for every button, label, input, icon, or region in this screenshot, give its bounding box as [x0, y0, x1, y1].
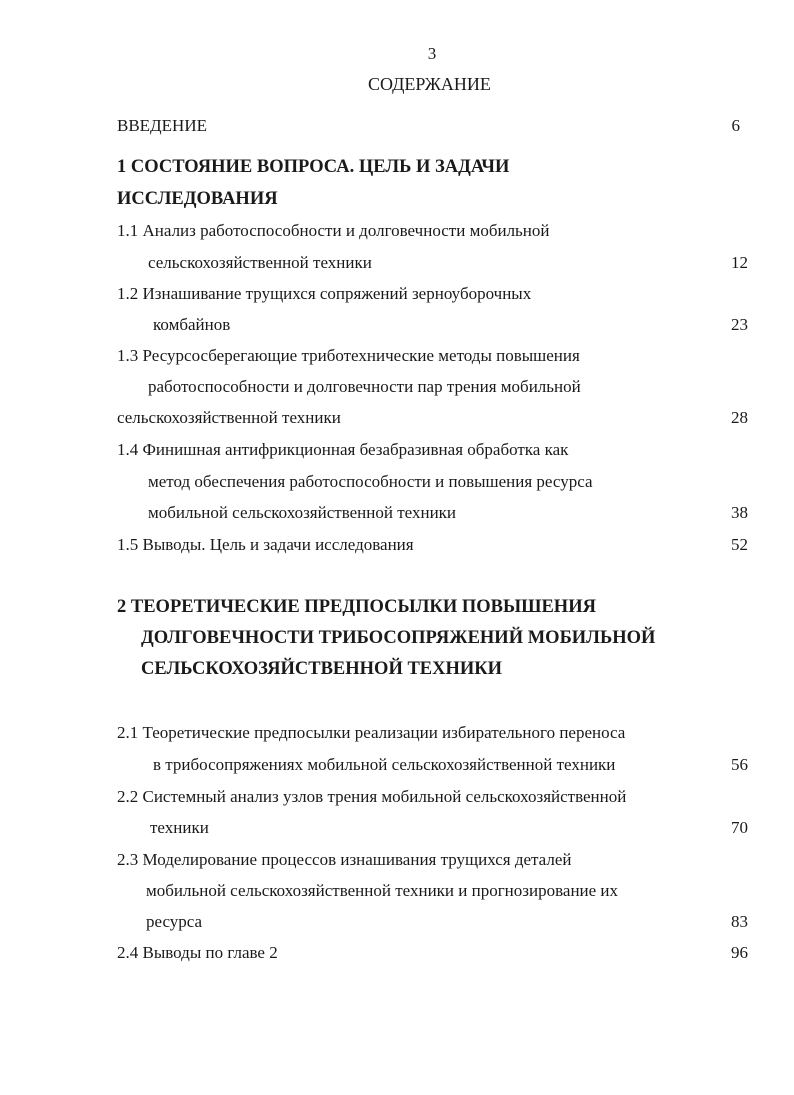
toc-2-3-line1: 2.3 Моделирование процессов изнашивания трущихся деталей	[117, 850, 572, 869]
toc-2-3-line3: ресурса	[146, 912, 203, 931]
toc-1-4-page: 38	[731, 503, 748, 522]
page-title: СОДЕРЖАНИЕ	[368, 74, 491, 94]
chapter-1-heading-line1: 1 СОСТОЯНИЕ ВОПРОСА. ЦЕЛЬ И ЗАДАЧИ	[117, 157, 510, 177]
toc-1-2-page: 23	[731, 315, 748, 334]
toc-intro-page: 6	[731, 116, 740, 135]
toc-intro-label: ВВЕДЕНИЕ	[117, 116, 207, 135]
toc-2-4-line1: 2.4 Выводы по главе 2	[117, 943, 278, 962]
chapter-2-heading-line1: 2 ТЕОРЕТИЧЕСКИЕ ПРЕДПОСЫЛКИ ПОВЫШЕНИЯ	[117, 597, 596, 617]
toc-1-3-line2: работоспособности и долговечности пар трения мобильной	[148, 377, 581, 396]
toc-1-3-line1: 1.3 Ресурсосберегающие триботехнические методы повышения	[117, 346, 580, 365]
toc-2-2-line1: 2.2 Системный анализ узлов трения мобильной сельскохозяйственной	[117, 787, 627, 806]
toc-1-4-line2: метод обеспечения работоспособности и повышения ресурса	[148, 472, 593, 491]
toc-2-3-page: 83	[731, 912, 748, 931]
toc-2-2-line2: техники	[150, 818, 209, 837]
toc-1-2-line2: комбайнов	[153, 315, 231, 334]
toc-1-2-line1: 1.2 Изнашивание трущихся сопряжений зерноуборочных	[117, 284, 532, 303]
toc-1-5-page: 52	[731, 535, 748, 554]
chapter-2-heading-line3: СЕЛЬСКОХОЗЯЙСТВЕННОЙ ТЕХНИКИ	[141, 659, 503, 679]
toc-2-3-line2: мобильной сельскохозяйственной техники и прогнозирование их	[146, 881, 619, 900]
toc-1-1-line1: 1.1 Анализ работоспособности и долговечности мобильной	[117, 221, 550, 240]
toc-1-4-line1: 1.4 Финишная антифрикционная безабразивная обработка как	[117, 440, 569, 459]
chapter-1-heading-line2: ИССЛЕДОВАНИЯ	[117, 189, 278, 209]
toc-1-4-line3: мобильной сельскохозяйственной техники	[148, 503, 457, 522]
toc-1-1-line2: сельскохозяйственной техники	[148, 253, 372, 272]
toc-2-1-line2: в трибосопряжениях мобильной сельскохозяйственной техники	[153, 755, 616, 774]
toc-1-3-page: 28	[731, 408, 748, 427]
toc-1-5-line1: 1.5 Выводы. Цель и задачи исследования	[117, 535, 414, 554]
chapter-2-heading-line2: ДОЛГОВЕЧНОСТИ ТРИБОСОПРЯЖЕНИЙ МОБИЛЬНОЙ	[141, 628, 656, 648]
toc-2-1-page: 56	[731, 755, 748, 774]
toc-2-2-page: 70	[731, 818, 748, 837]
page-number: 3	[427, 44, 437, 63]
toc-1-3-line3: сельскохозяйственной техники	[117, 408, 341, 427]
toc-1-1-page: 12	[731, 253, 748, 272]
toc-2-1-line1: 2.1 Теоретические предпосылки реализации избирательного переноса	[117, 723, 626, 742]
toc-2-4-page: 96	[731, 943, 748, 962]
